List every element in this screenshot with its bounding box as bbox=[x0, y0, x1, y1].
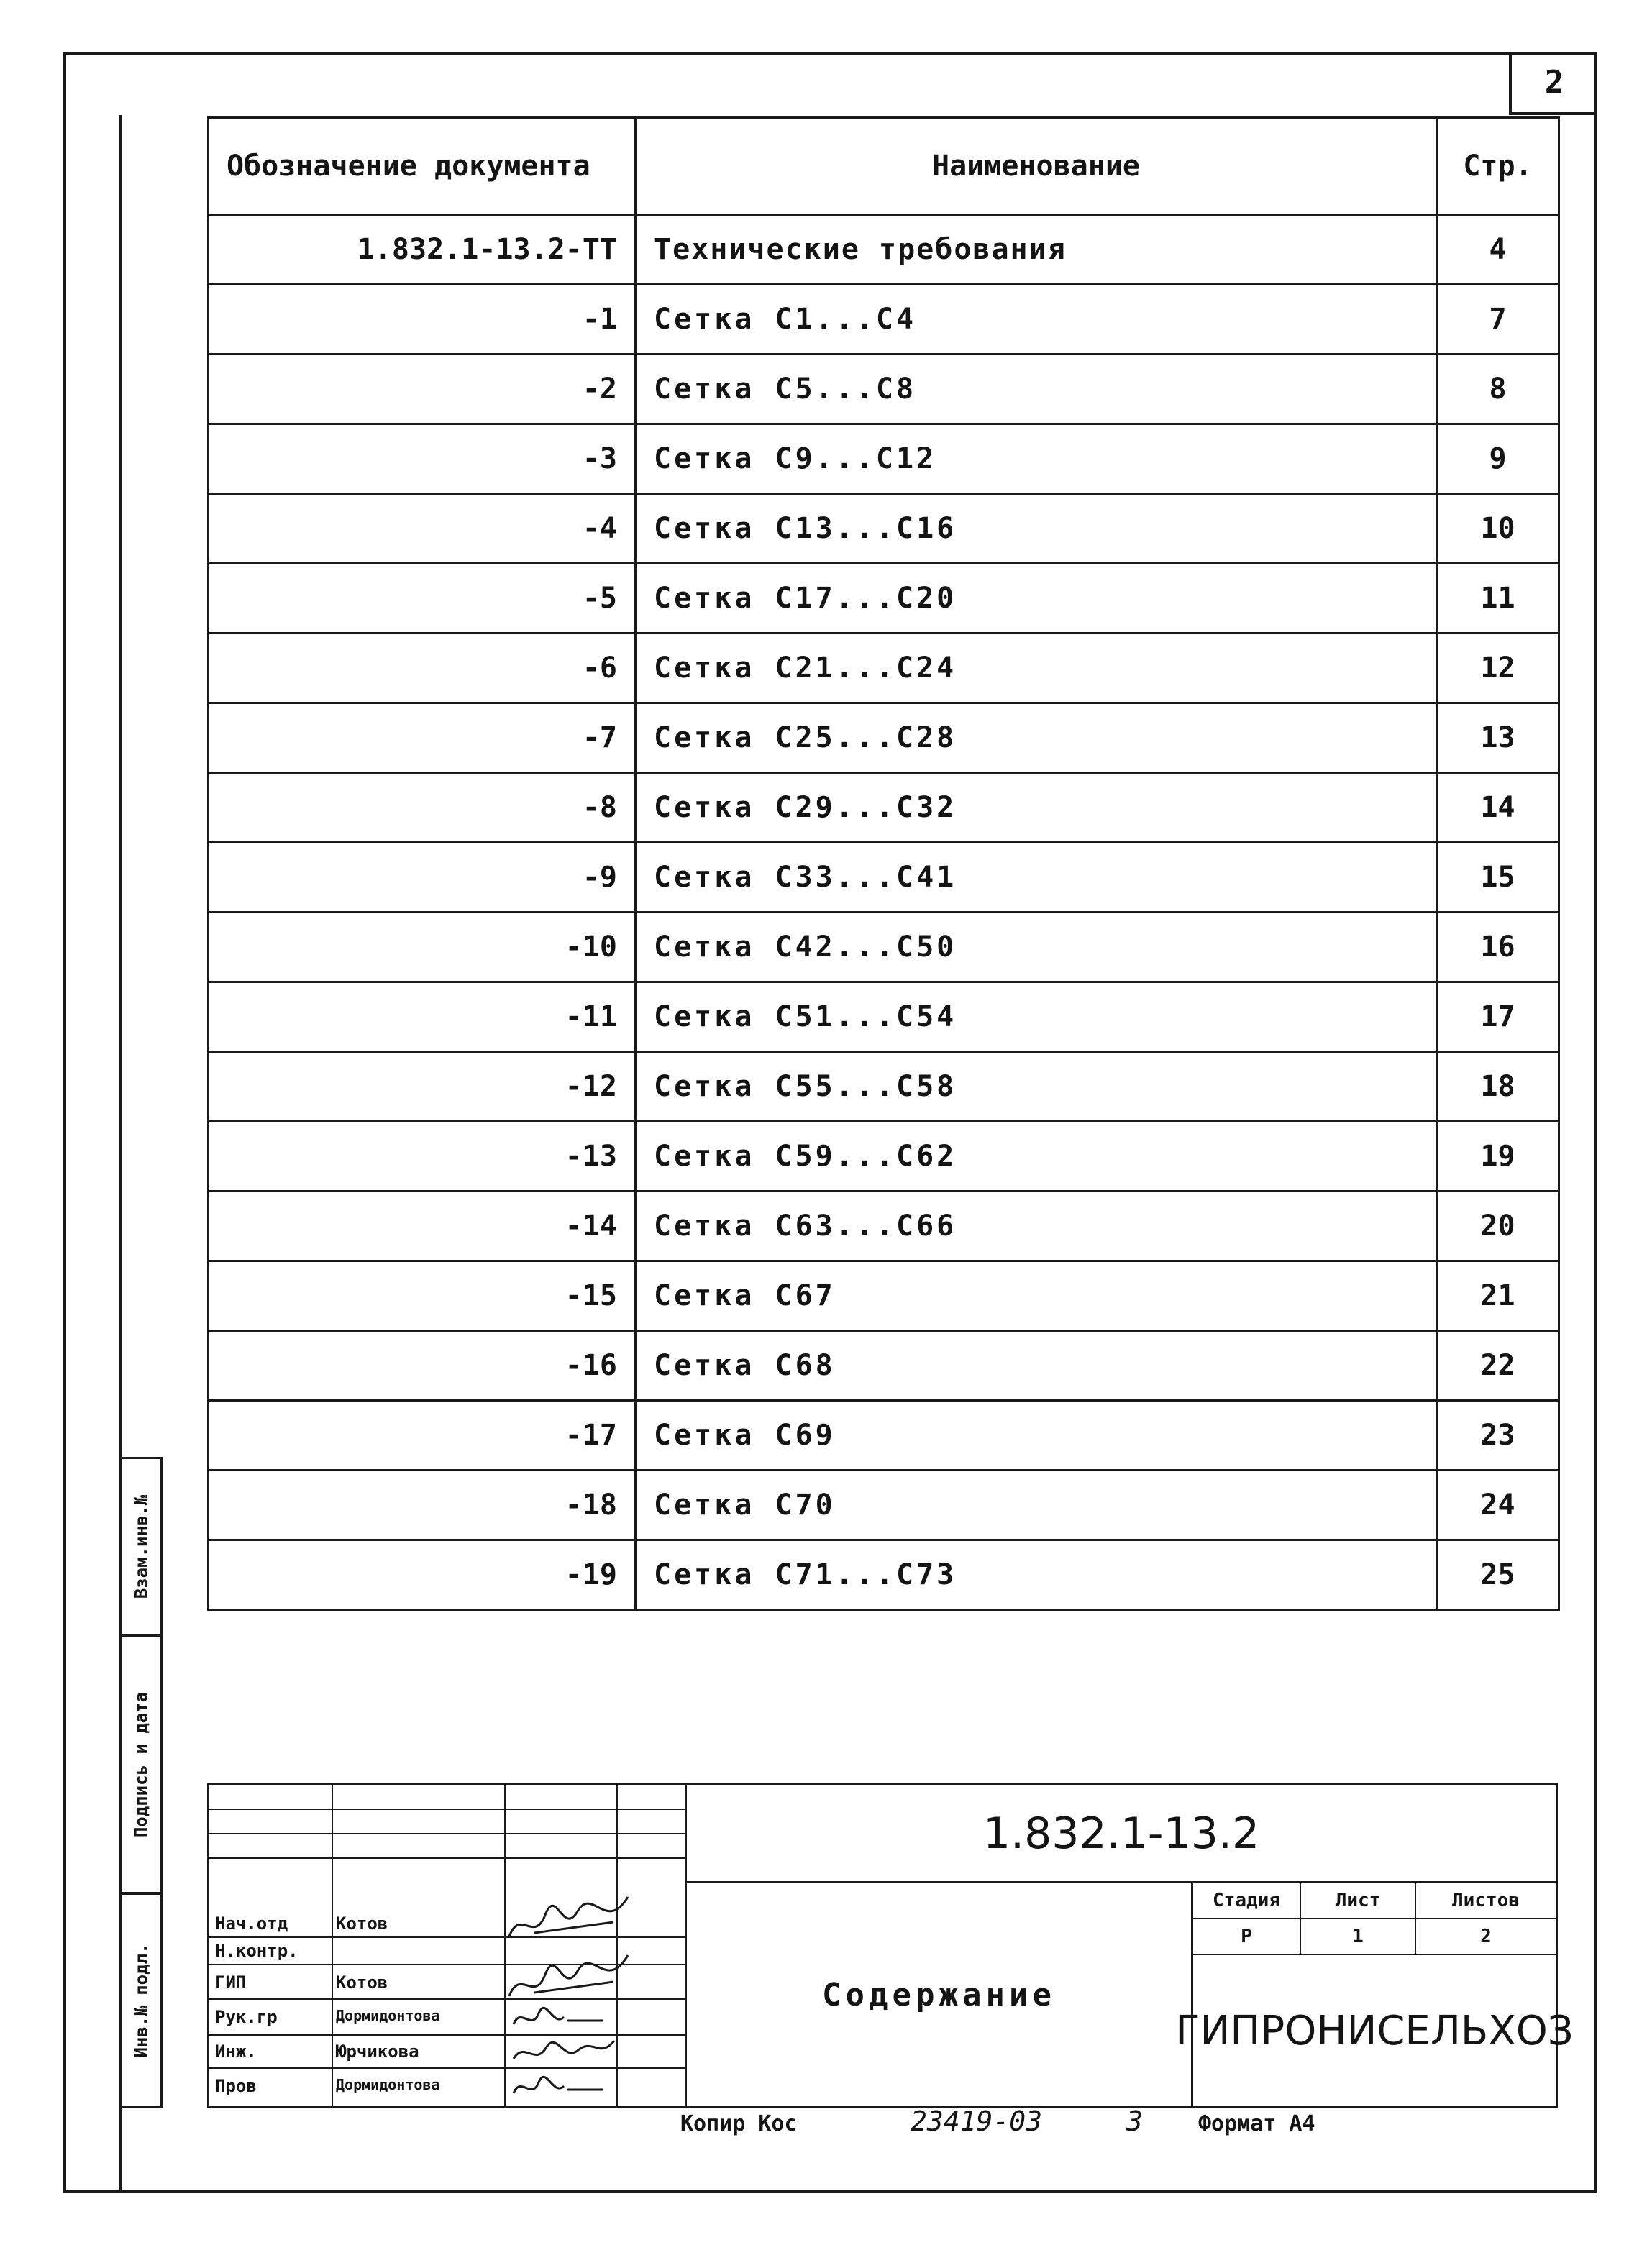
row-designation: -2 bbox=[209, 355, 636, 424]
row-page: 4 bbox=[1437, 215, 1559, 285]
row-designation: -8 bbox=[209, 773, 636, 843]
row-page: 14 bbox=[1437, 773, 1559, 843]
signature-date-cell bbox=[119, 1635, 163, 1894]
header-designation: Обозначение документа bbox=[209, 118, 636, 215]
side-margin-strip bbox=[119, 1457, 207, 2108]
row-name: Сетка С9...С12 bbox=[636, 424, 1437, 494]
signatory-name: Дормидонтова bbox=[336, 2076, 440, 2093]
sheets-value: 2 bbox=[1416, 1919, 1556, 1955]
table-row bbox=[209, 355, 1559, 424]
row-designation: -6 bbox=[209, 634, 636, 703]
table-row bbox=[209, 1052, 1559, 1122]
format-label: Формат А4 bbox=[1198, 2111, 1315, 2136]
signatures-grid bbox=[209, 1785, 687, 2106]
row-name: Сетка С17...С20 bbox=[636, 564, 1437, 634]
table-row bbox=[209, 634, 1559, 703]
row-page: 25 bbox=[1437, 1540, 1559, 1610]
table-row bbox=[209, 1261, 1559, 1331]
signatory-role: Пров bbox=[215, 2076, 257, 2096]
table-row bbox=[209, 982, 1559, 1052]
row-page: 23 bbox=[1437, 1401, 1559, 1471]
table-row bbox=[209, 564, 1559, 634]
signatory-role: Н.контр. bbox=[215, 1941, 298, 1961]
handwritten-signature bbox=[510, 2003, 611, 2034]
row-designation: -1 bbox=[209, 285, 636, 355]
row-page: 17 bbox=[1437, 982, 1559, 1052]
header-page: Стр. bbox=[1437, 118, 1559, 215]
inv-original-cell bbox=[119, 1893, 163, 2108]
document-title: Содержание bbox=[687, 1883, 1193, 2106]
row-page: 7 bbox=[1437, 285, 1559, 355]
signatory-name: Юрчикова bbox=[336, 2041, 419, 2062]
order-number: 23419-03 bbox=[911, 2105, 1043, 2137]
row-name: Технические требования bbox=[636, 215, 1437, 285]
row-page: 21 bbox=[1437, 1261, 1559, 1331]
organization-name: ГИПРОНИСЕЛЬХОЗ bbox=[1175, 2007, 1574, 2054]
table-header-row bbox=[209, 118, 1559, 215]
row-designation: -17 bbox=[209, 1401, 636, 1471]
row-designation: -19 bbox=[209, 1540, 636, 1610]
row-page: 13 bbox=[1437, 703, 1559, 773]
row-designation: -18 bbox=[209, 1471, 636, 1540]
row-name: Сетка С63...С66 bbox=[636, 1192, 1437, 1261]
table-row bbox=[209, 424, 1559, 494]
row-designation: -15 bbox=[209, 1261, 636, 1331]
table-row bbox=[209, 773, 1559, 843]
handwritten-signature bbox=[510, 2072, 611, 2103]
row-page: 20 bbox=[1437, 1192, 1559, 1261]
document-code: 1.832.1-13.2 bbox=[687, 1785, 1556, 1883]
row-page: 16 bbox=[1437, 913, 1559, 982]
row-designation: -13 bbox=[209, 1122, 636, 1192]
row-name: Сетка С21...С24 bbox=[636, 634, 1437, 703]
contents-table bbox=[207, 116, 1560, 1611]
table-row bbox=[209, 1122, 1559, 1192]
row-name: Сетка С70 bbox=[636, 1471, 1437, 1540]
signatory-name: Котов bbox=[336, 1972, 388, 1993]
row-name: Сетка С29...С32 bbox=[636, 773, 1437, 843]
row-page: 9 bbox=[1437, 424, 1559, 494]
signatory-name: Котов bbox=[336, 1913, 388, 1934]
signatory-role: Инж. bbox=[215, 2041, 257, 2062]
row-name: Сетка С5...С8 bbox=[636, 355, 1437, 424]
table-row bbox=[209, 1471, 1559, 1540]
table-row bbox=[209, 1401, 1559, 1471]
signatory-role: Нач.отд bbox=[215, 1913, 288, 1934]
row-designation: -11 bbox=[209, 982, 636, 1052]
table-row bbox=[209, 1192, 1559, 1261]
handwritten-signature bbox=[506, 1949, 635, 2007]
row-designation: -10 bbox=[209, 913, 636, 982]
table-row bbox=[209, 285, 1559, 355]
row-page: 11 bbox=[1437, 564, 1559, 634]
stage-value: Р bbox=[1193, 1919, 1301, 1955]
signatory-role: Рук.гр bbox=[215, 2007, 278, 2027]
row-designation: -9 bbox=[209, 843, 636, 913]
sheets-label: Листов bbox=[1416, 1883, 1556, 1919]
signatory-name: Дормидонтова bbox=[336, 2007, 440, 2024]
row-page: 22 bbox=[1437, 1331, 1559, 1401]
signature-row bbox=[209, 2069, 687, 2106]
row-name: Сетка С13...С16 bbox=[636, 494, 1437, 564]
row-name: Сетка С25...С28 bbox=[636, 703, 1437, 773]
stage-label: Стадия bbox=[1193, 1883, 1301, 1919]
table-row bbox=[209, 494, 1559, 564]
row-name: Сетка С69 bbox=[636, 1401, 1437, 1471]
row-designation: -5 bbox=[209, 564, 636, 634]
signature-row-blank bbox=[209, 1810, 687, 1834]
sheet-label: Лист bbox=[1301, 1883, 1416, 1919]
row-name: Сетка С71...С73 bbox=[636, 1540, 1437, 1610]
row-designation: -16 bbox=[209, 1331, 636, 1401]
table-row bbox=[209, 913, 1559, 982]
row-name: Сетка С59...С62 bbox=[636, 1122, 1437, 1192]
copied-label: Копир Кос bbox=[680, 2111, 798, 2136]
sheet-value: 1 bbox=[1301, 1919, 1416, 1955]
replace-inv-cell bbox=[119, 1457, 163, 1637]
table-row bbox=[209, 703, 1559, 773]
row-designation: 1.832.1-13.2-ТТ bbox=[209, 215, 636, 285]
row-name: Сетка С51...С54 bbox=[636, 982, 1437, 1052]
row-name: Сетка С42...С50 bbox=[636, 913, 1437, 982]
table-row bbox=[209, 1331, 1559, 1401]
signature-row-blank bbox=[209, 1834, 687, 1859]
row-name: Сетка С67 bbox=[636, 1261, 1437, 1331]
row-page: 18 bbox=[1437, 1052, 1559, 1122]
replace-inv-label: Взам.инв.№ bbox=[131, 1494, 151, 1599]
row-name: Сетка С33...С41 bbox=[636, 843, 1437, 913]
row-designation: -7 bbox=[209, 703, 636, 773]
table-row bbox=[209, 1540, 1559, 1610]
row-page: 24 bbox=[1437, 1471, 1559, 1540]
row-page: 15 bbox=[1437, 843, 1559, 913]
inv-original-label: Инв.№ подл. bbox=[131, 1943, 152, 2058]
row-designation: -12 bbox=[209, 1052, 636, 1122]
row-name: Сетка С68 bbox=[636, 1331, 1437, 1401]
row-page: 8 bbox=[1437, 355, 1559, 424]
row-name: Сетка С1...С4 bbox=[636, 285, 1437, 355]
title-block bbox=[207, 1783, 1574, 2108]
row-page: 12 bbox=[1437, 634, 1559, 703]
copy-index: 3 bbox=[1126, 2105, 1143, 2137]
signatory-role: ГИП bbox=[215, 1972, 247, 1993]
row-page: 19 bbox=[1437, 1122, 1559, 1192]
table-row bbox=[209, 215, 1559, 285]
row-page: 10 bbox=[1437, 494, 1559, 564]
row-designation: -3 bbox=[209, 424, 636, 494]
signature-date-label: Подпись и дата bbox=[131, 1691, 152, 1838]
signature-row-blank bbox=[209, 1785, 687, 1810]
table-row bbox=[209, 843, 1559, 913]
row-name: Сетка С55...С58 bbox=[636, 1052, 1437, 1122]
sheet-number: 2 bbox=[1509, 52, 1597, 115]
row-designation: -4 bbox=[209, 494, 636, 564]
stage-sheet-grid bbox=[1175, 1883, 1574, 2106]
handwritten-signature bbox=[506, 1893, 635, 1951]
handwritten-signature bbox=[510, 2037, 618, 2069]
header-name: Наименование bbox=[636, 118, 1437, 215]
row-designation: -14 bbox=[209, 1192, 636, 1261]
